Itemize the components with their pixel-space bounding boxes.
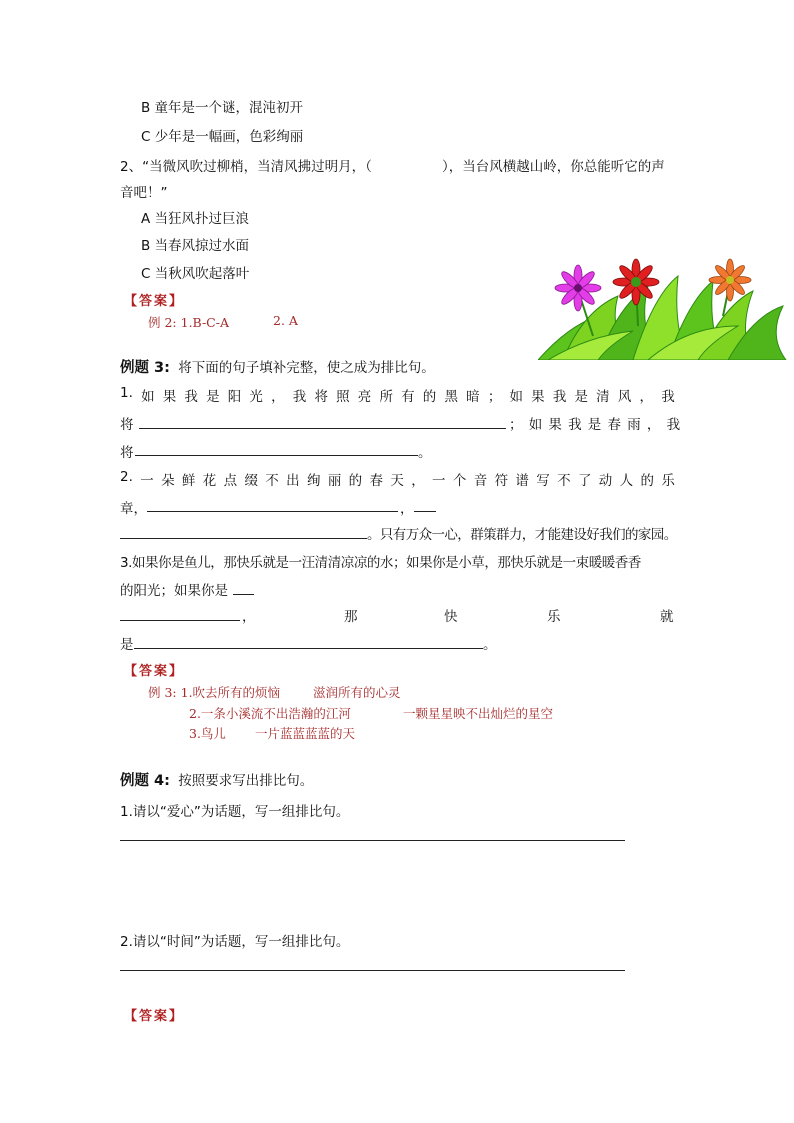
- ex3-s2-char: 音: [473, 473, 488, 489]
- ex3-s3-jiu: 就: [660, 609, 674, 625]
- ex3-heading: 例题 3:: [120, 360, 170, 376]
- ex3-s1-char: 有: [401, 389, 415, 405]
- ex3-s2-char: 不: [265, 473, 279, 489]
- ex3-s2-char: 写: [536, 473, 550, 489]
- ex2-answer-part2: 2. A: [273, 313, 298, 328]
- ex3-answer-2b: 一颗星星映不出灿烂的星空: [403, 706, 554, 721]
- ex3-answer-1a: 例 3: 1.吹去所有的烦恼: [148, 685, 281, 700]
- ex3-s2-char: 鲜: [181, 473, 196, 489]
- q2-option-c: C 当秋风吹起落叶: [141, 266, 250, 282]
- ex3-s2-char: 了: [577, 473, 592, 489]
- ex3-s1-jiang-1: 将: [120, 417, 134, 433]
- ex3-s1-char: 亮: [357, 389, 372, 405]
- ex3-s2-char: 个: [452, 473, 467, 489]
- ex3-s2-blank-2[interactable]: [414, 511, 436, 512]
- flower-grass-illustration: [538, 256, 788, 360]
- ex3-s3-kuai: 快: [444, 609, 458, 625]
- ex4-heading-row: [120, 769, 313, 790]
- q2-line1-right: ），当台风横越山岭，你总能听它的声: [442, 159, 665, 175]
- answer-label-ex3: 【答案】: [124, 664, 185, 679]
- ex4-instruction: 按照要求写出排比句。: [178, 773, 314, 789]
- ex4-q2-answer-line[interactable]: [120, 970, 625, 971]
- ex3-s3-period: 。: [483, 637, 497, 653]
- q2-option-a: A 当狂风扑过巨浪: [141, 211, 250, 227]
- ex3-s1-char: 暗: [466, 389, 480, 405]
- ex3-s2-char: 绚: [306, 473, 321, 489]
- ex3-s3-blank-2[interactable]: [120, 620, 240, 621]
- ex3-s2-char: 朵: [161, 473, 175, 489]
- ex3-sentence1-line1: [120, 385, 675, 405]
- ex3-s3-line2: 的阳光；如果你是: [120, 583, 228, 599]
- q2-line2: 音吧！”: [120, 185, 168, 201]
- ex3-s1-char: 我: [184, 389, 198, 405]
- ex4-q1: 1.请以“爱心”为话题，写一组排比句。: [120, 804, 350, 820]
- ex3-s1-line2-rest: ；如果我是春雨，我: [509, 417, 687, 433]
- ex3-s1-char: 将: [314, 389, 328, 405]
- ex3-s3-shi: 是: [120, 637, 134, 653]
- q1-option-c: C 少年是一幅画，色彩绚丽: [141, 129, 304, 145]
- ex3-s1-char: 如: [141, 389, 155, 405]
- ex3-s2-char: 不: [557, 473, 571, 489]
- ex3-s1-char: ，: [639, 389, 654, 405]
- ex4-q2: 2.请以“时间”为话题，写一组排比句。: [120, 934, 350, 950]
- ex3-s2-line3: 。只有万众一心，群策群力，才能建设好我们的家园。: [367, 527, 677, 543]
- ex3-s2-char: 一: [140, 473, 154, 489]
- ex3-s2-blank-1[interactable]: [147, 511, 398, 512]
- ex3-s2-char: 人: [619, 473, 634, 489]
- ex3-s2-char: ，: [411, 473, 425, 489]
- ex3-s1-char: 是: [206, 389, 220, 405]
- ex3-s1-char: 照: [336, 389, 350, 405]
- ex3-s1-jiang-2: 将: [120, 445, 134, 461]
- ex3-s1-char: ；: [487, 389, 502, 405]
- ex3-s1-char: 我: [661, 389, 675, 405]
- ex3-instruction: 将下面的句子填补完整，使之成为排比句。: [178, 360, 435, 376]
- ex3-s2-char: 点: [223, 473, 238, 489]
- ex3-s1-char: 是: [574, 389, 588, 405]
- ex3-s1-char: 果: [162, 389, 177, 405]
- ex3-s2-char: 一: [432, 473, 446, 489]
- ex3-s1-char: 1.: [120, 385, 133, 401]
- ex3-heading-row: [120, 356, 435, 377]
- ex3-s1-char: 我: [292, 389, 307, 405]
- ex4-q1-answer-line[interactable]: [120, 840, 625, 841]
- ex3-s2-char: 缀: [244, 473, 258, 489]
- ex3-s2-comma: ，: [400, 501, 414, 517]
- ex3-s3-na: 那: [344, 609, 358, 625]
- ex3-answer-2a: 2.一条小溪流不出浩瀚的江河: [189, 706, 351, 721]
- ex4-heading: 例题 4:: [120, 773, 170, 789]
- ex3-s2-blank-3[interactable]: [120, 538, 367, 539]
- ex3-s1-char: 我: [552, 389, 567, 405]
- ex3-s1-char: 的: [422, 389, 437, 405]
- ex3-s2-char: 的: [348, 473, 363, 489]
- ex3-s2-char: 2.: [120, 469, 133, 485]
- ex3-s1-char: 果: [531, 389, 545, 405]
- ex3-answer-1b: 滋润所有的心灵: [313, 685, 401, 700]
- ex3-s2-char: 春: [369, 473, 384, 489]
- ex3-answer-3a: 3.鸟儿: [189, 726, 226, 741]
- ex3-s1-char: 所: [379, 389, 393, 405]
- ex3-s1-char: 阳: [227, 389, 242, 405]
- ex3-s2-char: 谱: [515, 473, 529, 489]
- ex3-s2-char: 花: [202, 473, 217, 489]
- ex3-s3-le: 乐: [547, 609, 561, 625]
- ex3-s1-char: ，: [271, 389, 285, 405]
- ex3-sentence2-line1: [120, 469, 675, 489]
- ex3-s1-blank-1[interactable]: [139, 428, 506, 429]
- ex3-s3-comma: ，: [242, 609, 256, 625]
- q2-option-b: B 当春风掠过水面: [141, 238, 250, 254]
- ex3-s1-char: 光: [249, 389, 263, 405]
- ex3-s1-char: 风: [617, 389, 632, 405]
- ex3-s2-char: 丽: [327, 473, 342, 489]
- ex3-s2-char: 天: [390, 473, 404, 489]
- ex3-s1-char: 清: [596, 389, 610, 405]
- ex3-s3-blank-3[interactable]: [134, 648, 483, 649]
- ex3-s2-char: 乐: [661, 473, 675, 489]
- q1-option-b: B 童年是一个谜，混沌初开: [141, 100, 304, 116]
- ex3-s2-zhang: 章，: [120, 501, 147, 517]
- ex3-s2-char: 符: [494, 473, 509, 489]
- ex3-s1-char: 黑: [444, 389, 458, 405]
- ex3-s2-char: 出: [286, 473, 300, 489]
- ex3-s2-char: 动: [598, 473, 613, 489]
- ex3-s2-char: 的: [640, 473, 654, 489]
- ex3-s1-blank-2[interactable]: [135, 455, 418, 456]
- answer-label-ex2: 【答案】: [124, 294, 185, 309]
- answer-label-ex4: 【答案】: [124, 1009, 185, 1024]
- ex3-s1-char: 如: [509, 389, 523, 405]
- ex3-s3-blank-1[interactable]: [233, 594, 254, 595]
- q2-line1-left: 2、“当微风吹过柳梢，当清风拂过明月，（: [120, 159, 372, 175]
- ex3-s1-period: 。: [418, 445, 432, 461]
- ex3-s3-line1: 3.如果你是鱼儿，那快乐就是一汪清清凉凉的水；如果你是小草，那快乐就是一束暖暖香香: [120, 555, 641, 571]
- ex2-answer-part1: 例 2: 1.B-C-A: [148, 315, 229, 330]
- ex3-answer-3b: 一片蓝蓝蓝蓝的天: [255, 726, 356, 741]
